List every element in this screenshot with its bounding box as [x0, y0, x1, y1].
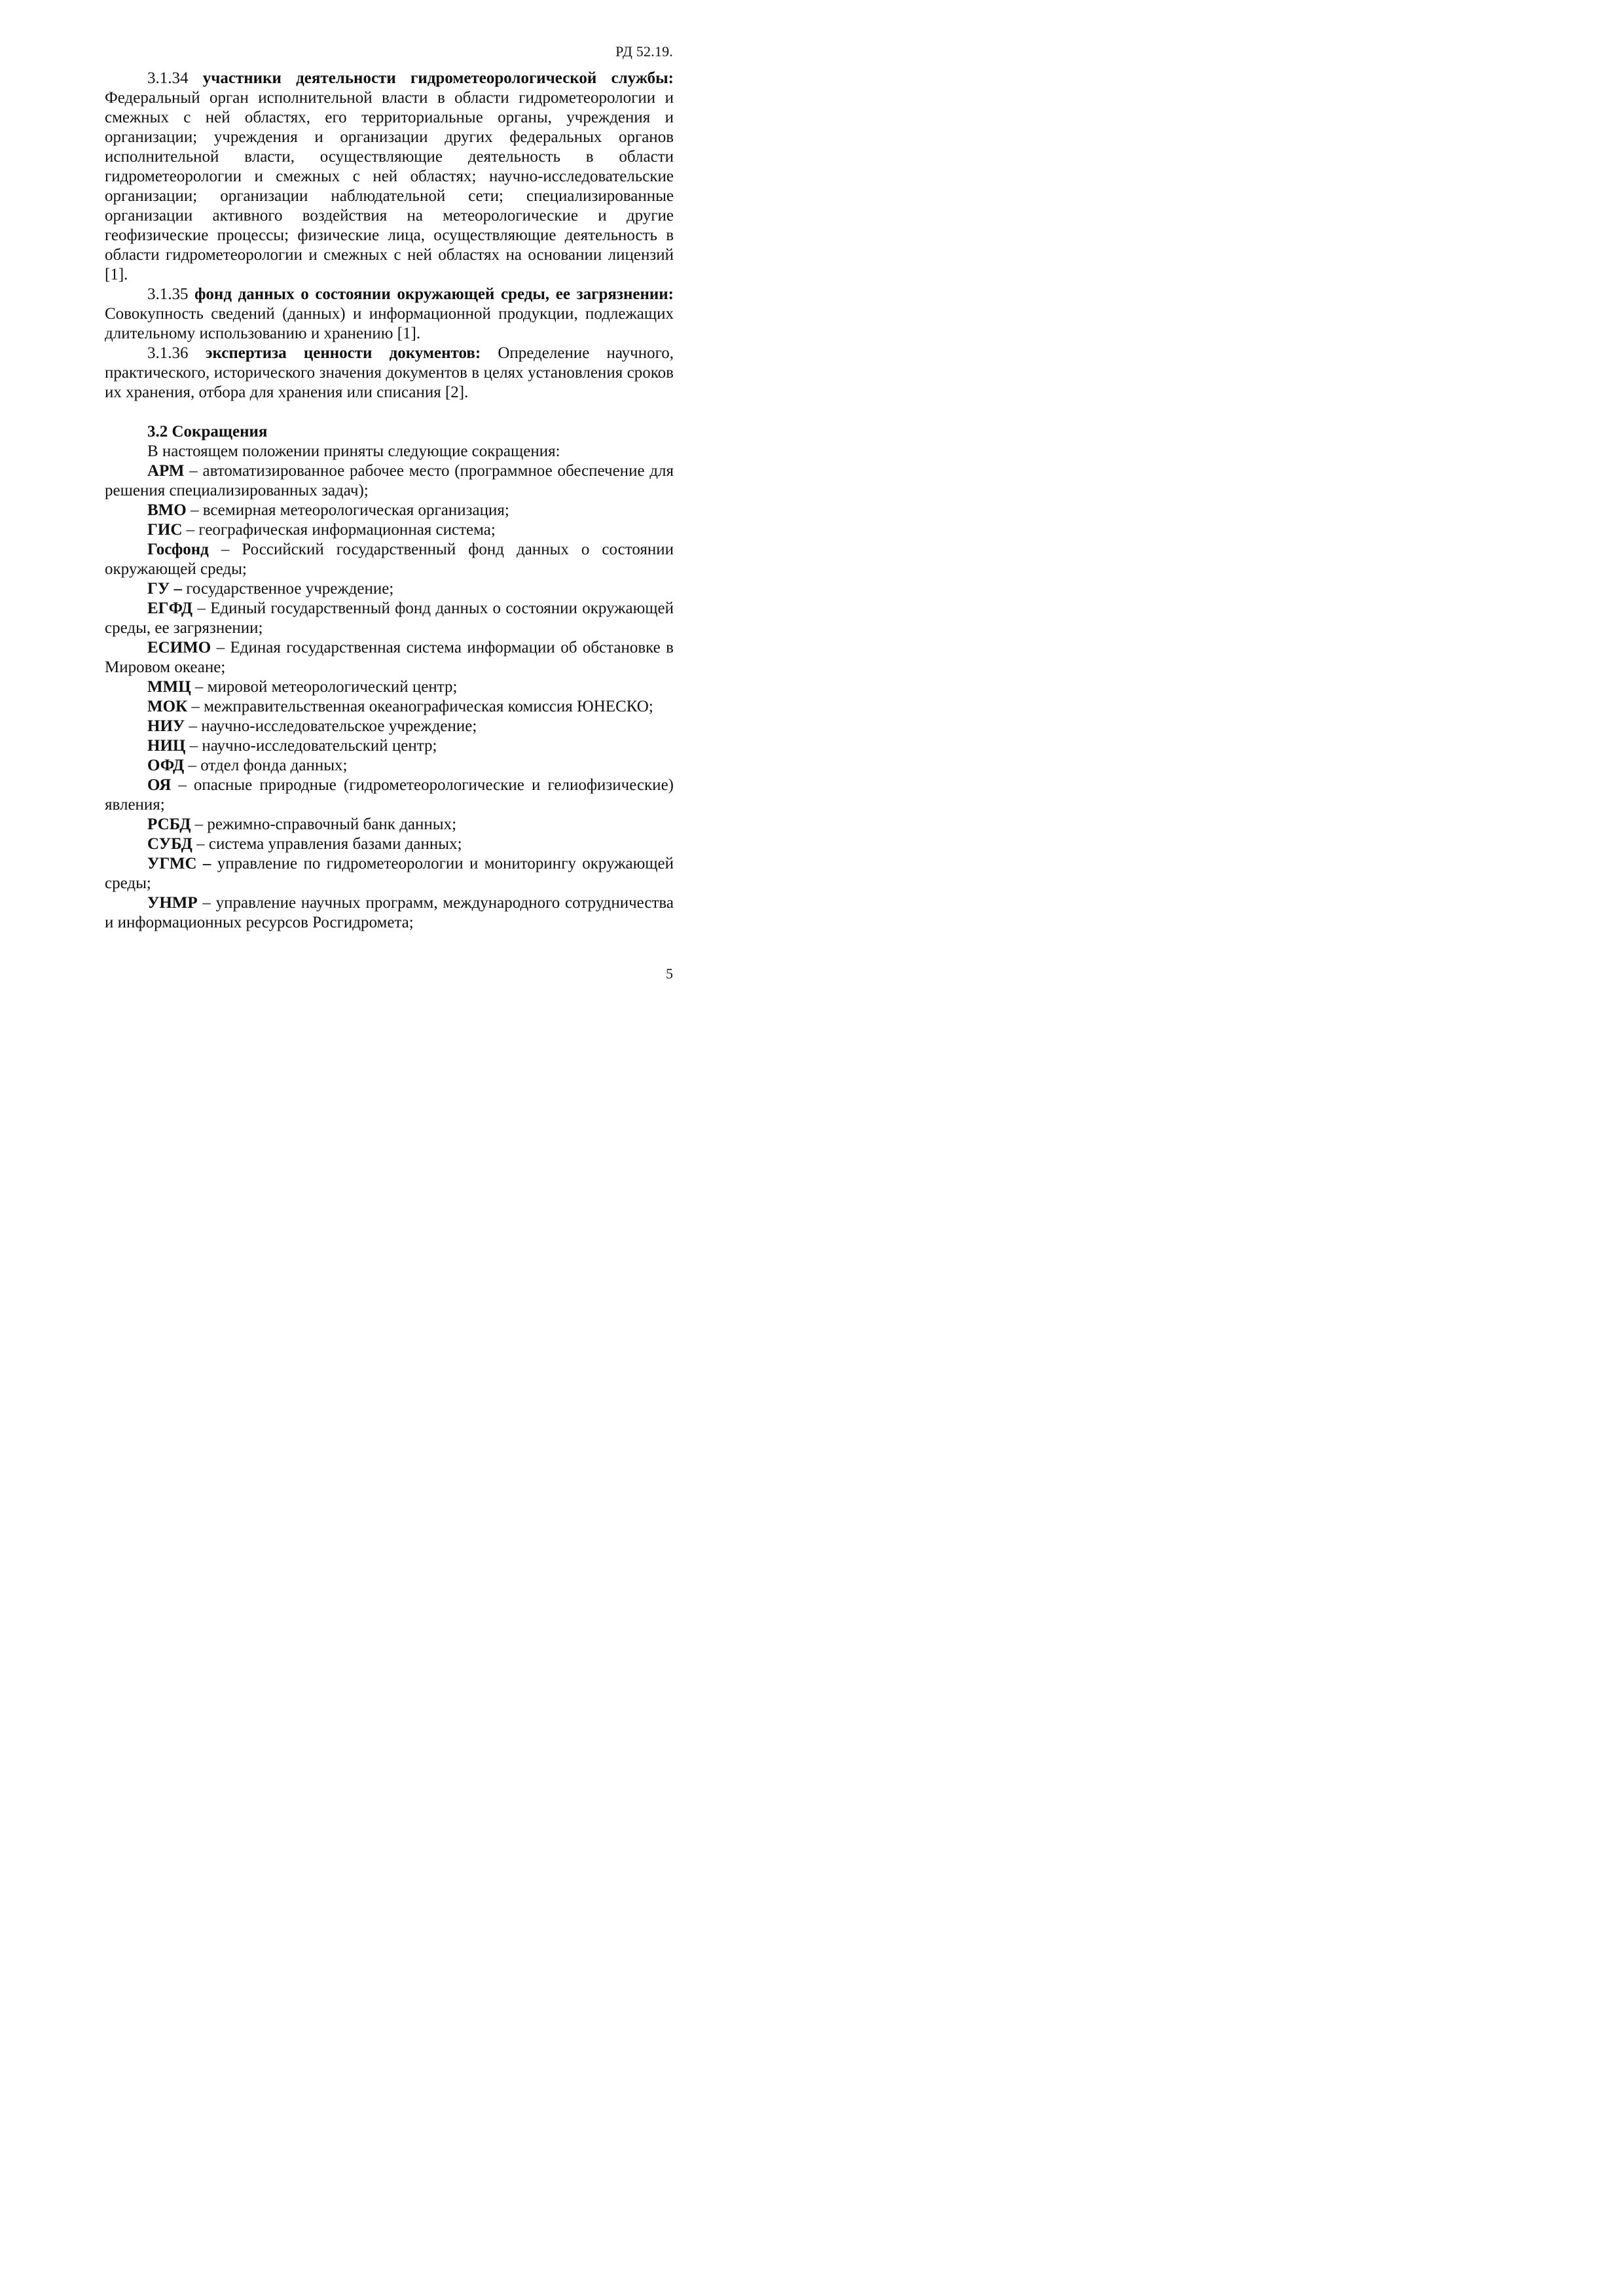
- abbreviation-term: ГУ –: [147, 580, 183, 598]
- definition-term: фонд данных о состоянии окружающей среды, ее загрязнении:: [194, 285, 674, 303]
- abbreviation-text: – географическая информационная система;: [182, 521, 496, 539]
- abbreviation-term: НИЦ: [147, 737, 186, 755]
- abbreviation-text: – опасные природные (гидрометеорологические и гелиофизические) явления;: [105, 776, 674, 814]
- abbreviation-term: ММЦ: [147, 678, 191, 696]
- abbreviation-item: [105, 736, 674, 756]
- abbreviation-term: УГМС –: [147, 855, 211, 872]
- section-intro: В настоящем положении приняты следующие сокращения:: [147, 442, 560, 460]
- definition-3-1-34: [105, 69, 674, 285]
- definition-3-1-35: [105, 285, 674, 344]
- abbreviation-item: [105, 579, 674, 599]
- abbreviation-item: [105, 834, 674, 854]
- abbreviation-term: ЕСИМО: [147, 639, 211, 656]
- abbreviation-item: [105, 893, 674, 933]
- abbreviation-text: – управление научных программ, международного сотрудничества и информационных ресурсов Росгидромета;: [105, 894, 674, 931]
- abbreviation-item: [105, 717, 674, 736]
- abbreviation-text: – отдел фонда данных;: [184, 757, 348, 774]
- abbreviation-term: ЕГФД: [147, 600, 193, 617]
- abbreviation-term: РСБД: [147, 816, 191, 833]
- definition-number: 3.1.34: [147, 69, 189, 87]
- abbreviation-term: Госфонд: [147, 541, 209, 558]
- abbreviation-text: – система управления базами данных;: [192, 835, 462, 853]
- abbreviation-item: [105, 501, 674, 520]
- document-page: [0, 0, 722, 1022]
- abbreviation-item: [105, 776, 674, 815]
- abbreviation-term: ОЯ: [147, 776, 172, 794]
- abbreviation-text: управление по гидрометеорологии и мониторингу окружающей среды;: [105, 855, 674, 892]
- abbreviation-item: [105, 599, 674, 638]
- definition-text: Совокупность сведений (данных) и информационной продукции, подлежащих длительному использованию и хранению [1].: [105, 305, 674, 342]
- abbreviation-term: ВМО: [147, 501, 187, 519]
- abbreviation-item: [105, 677, 674, 697]
- definition-text: Определение научного, практического, исторического значения документов в целях установления сроков их хранения, отбора для хранения или списания [2].: [105, 344, 674, 401]
- abbreviation-term: МОК: [147, 698, 188, 715]
- abbreviation-term: ГИС: [147, 521, 183, 539]
- abbreviation-text: – режимно-справочный банк данных;: [191, 816, 457, 833]
- abbreviation-text: – автоматизированное рабочее место (программное обеспечение для решения специализированных задач);: [105, 462, 674, 499]
- abbreviation-text: – Единая государственная система информации об обстановке в Мировом океане;: [105, 639, 674, 676]
- definition-text: Федеральный орган исполнительной власти в области гидрометеорологии и смежных с ней областях, его территориальные органы, учреждения и организации; учреждения и организации других федеральных органов исполнительной власти, осуществляющие деятельность в области гидрометеорологии и смежных с ней областях; научно-исследовательские организации; организации наблюдательной сети; специализированные организации активного воздействия на метеорологические и другие геофизические процессы; физические лица, осуществляющие деятельность в области гидрометеорологии и смежных с ней областях на основании лицензий [1].: [105, 89, 674, 283]
- abbreviation-text: – научно-исследовательское учреждение;: [185, 717, 477, 735]
- abbreviation-text: – Российский государственный фонд данных о состоянии окружающей среды;: [105, 541, 674, 578]
- abbreviation-text: – Единый государственный фонд данных о состоянии окружающей среды, ее загрязнении;: [105, 600, 674, 637]
- abbreviation-item: [105, 697, 674, 717]
- abbreviation-item: [105, 638, 674, 677]
- abbreviation-item: [105, 461, 674, 501]
- document-code-header: РД 52.19.: [615, 43, 673, 60]
- abbreviation-item: [105, 854, 674, 893]
- abbreviation-term: СУБД: [147, 835, 192, 853]
- definition-3-1-36: [105, 344, 674, 403]
- definition-number: 3.1.36: [147, 344, 189, 362]
- page-number: 5: [666, 965, 673, 982]
- definition-number: 3.1.35: [147, 285, 189, 303]
- abbreviation-item: [105, 756, 674, 776]
- abbreviation-term: АРМ: [147, 462, 185, 480]
- abbreviation-text: – межправительственная океанографическая комиссия ЮНЕСКО;: [187, 698, 653, 715]
- abbreviation-text: – научно-исследовательский центр;: [185, 737, 437, 755]
- abbreviation-item: [105, 815, 674, 834]
- abbreviation-item: [105, 540, 674, 579]
- abbreviation-text: – мировой метеорологический центр;: [191, 678, 458, 696]
- abbreviation-item: [105, 520, 674, 540]
- abbreviation-term: НИУ: [147, 717, 185, 735]
- abbreviation-text: – всемирная метеорологическая организация;: [186, 501, 509, 519]
- page-body: [105, 69, 674, 933]
- abbreviation-term: ОФД: [147, 757, 185, 774]
- abbreviation-text: государственное учреждение;: [182, 580, 394, 598]
- abbreviation-term: УНМР: [147, 894, 198, 912]
- definition-term: участники деятельности гидрометеорологической службы:: [202, 69, 674, 87]
- section-title: 3.2 Сокращения: [147, 423, 268, 440]
- definition-term: экспертиза ценности документов:: [205, 344, 481, 362]
